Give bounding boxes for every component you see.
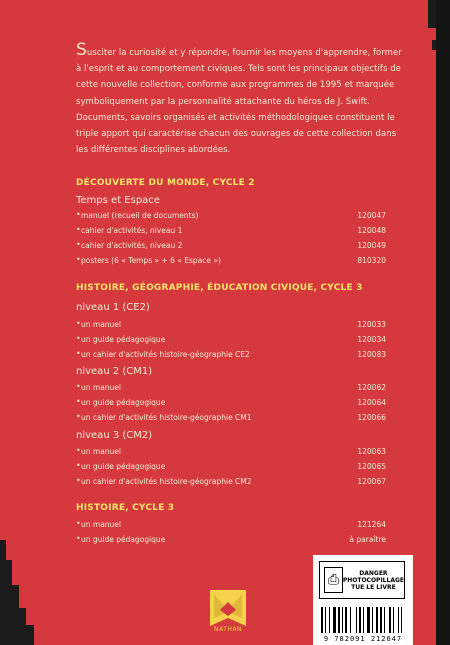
section-title: HISTOIRE, GÉOGRAPHIE, ÉDUCATION CIVIQUE, CYCLE 3: [76, 283, 363, 293]
barcode-bar: [393, 607, 394, 633]
photocopy-warning: [319, 561, 405, 599]
section-subtitle: niveau 2 (CM1): [76, 366, 153, 377]
section-subtitle: niveau 3 (CM2): [76, 430, 153, 441]
barcode-bar: [363, 607, 364, 633]
barcode-bar: [338, 607, 340, 633]
barcode-bar: [321, 607, 323, 633]
danger-label: DANGER: [359, 569, 388, 577]
danger-label: TUE LE LIVRE: [351, 583, 396, 591]
pixel-decoration: [26, 625, 34, 645]
barcode-box: [313, 555, 413, 645]
barcode-bar: [359, 607, 361, 633]
barcode-bar: [333, 607, 336, 633]
drop-cap: S: [76, 40, 87, 60]
barcode-bar: [342, 607, 343, 633]
intro-text: usciter la curiosité et y répondre, fournir les moyens d'apprendre, former à l'esprit et au comportement civiques. Tels sont les principaux objectifs de cette nouvelle collection, conforme aux programmes de 1995 et marquée symboliquement par la personnalité attachante du héros de J. Swift. Documents, savoirs organisés et activités méthodologiques constituent le triple apport qui caractérise chacun des ouvrages de cette collection dans les différentes disciplines abordées.: [76, 48, 402, 156]
barcode-bar: [398, 607, 399, 633]
barcode-bar: [356, 607, 357, 633]
barcode-bar: [401, 607, 402, 633]
barcode-bar: [389, 607, 391, 633]
danger-label: PHOTOCOPILLAGE: [342, 576, 404, 584]
publisher-name: NATHAN: [214, 626, 242, 633]
book-spine: [436, 0, 450, 645]
pixel-decoration: [19, 608, 26, 645]
intro-paragraph: [76, 40, 406, 158]
barcode-bar: [384, 607, 385, 633]
pixel-decoration: [432, 40, 436, 50]
barcode-bar: [350, 607, 351, 633]
section-subtitle: niveau 1 (CE2): [76, 302, 150, 313]
barcode-bar: [367, 607, 370, 633]
barcode-bar: [345, 607, 347, 633]
barcode-bar: [329, 607, 330, 633]
back-cover: Susciter la curiosité et y répondre, fournir les moyens d'apprendre, former à l'esprit et au comportement civiques. Tels sont les principaux objectifs de cette nouvelle collection, conforme aux programmes de 1995 et marquée symboliquement par la personnalité attachante du héros de J. Swift. Documents, savoirs organisés et activités méthodologiques constituent le triple apport qui caractérise chacun des ouvrages de cette collection dans les différentes disciplines abordées. DÉCOUVERTE DU MONDE, CYCLE 2 Temps et Espace • manuel (recueil de documents) 120047 • cahier d'activités, niveau 1 120048 • cahier d'activités, niveau 2 120049 • posters (6 « Temps » + 6 « Espace ») 810320 HISTOIRE, GÉOGRAPHIE, ÉDUCATION CIVIQUE, CYCLE 3 niveau 1 (CE2) • un manuel 120033 • un guide pédagogique 120034 • un cahier d'activités histoire-géographie CE2 120083 niveau 2 (CM1) • un manuel 120062 • un guide pédagogique 120064 • un cahier d'activités histoire-géographie CM1 120066 niveau 3 (CM2) • un manuel 120063 • un guide pédagogique 120065 • un cahier d'activités histoire-géographie CM2 120067 HISTOIRE, CYCLE 3 • un manuel 121264 • un guide pédagogique à paraître NATHAN ⎙ DANGER PHOTOCOPILLAGE TUE LE LIVRE 9 782091 212647: [0, 0, 450, 645]
barcode-bar: [376, 607, 378, 633]
section-title: DÉCOUVERTE DU MONDE, CYCLE 2: [76, 178, 255, 188]
barcode-bars: [321, 607, 405, 633]
barcode-bar: [380, 607, 382, 633]
photocopier-icon: ⎙: [324, 567, 343, 593]
barcode-number: 9 782091 212647: [323, 635, 403, 643]
pixel-decoration: [428, 0, 436, 28]
barcode-bar: [372, 607, 373, 633]
section-title: HISTOIRE, CYCLE 3: [76, 503, 175, 513]
pixel-decoration: [12, 585, 19, 645]
barcode-bar: [325, 607, 326, 633]
section-subtitle: Temps et Espace: [76, 195, 160, 206]
